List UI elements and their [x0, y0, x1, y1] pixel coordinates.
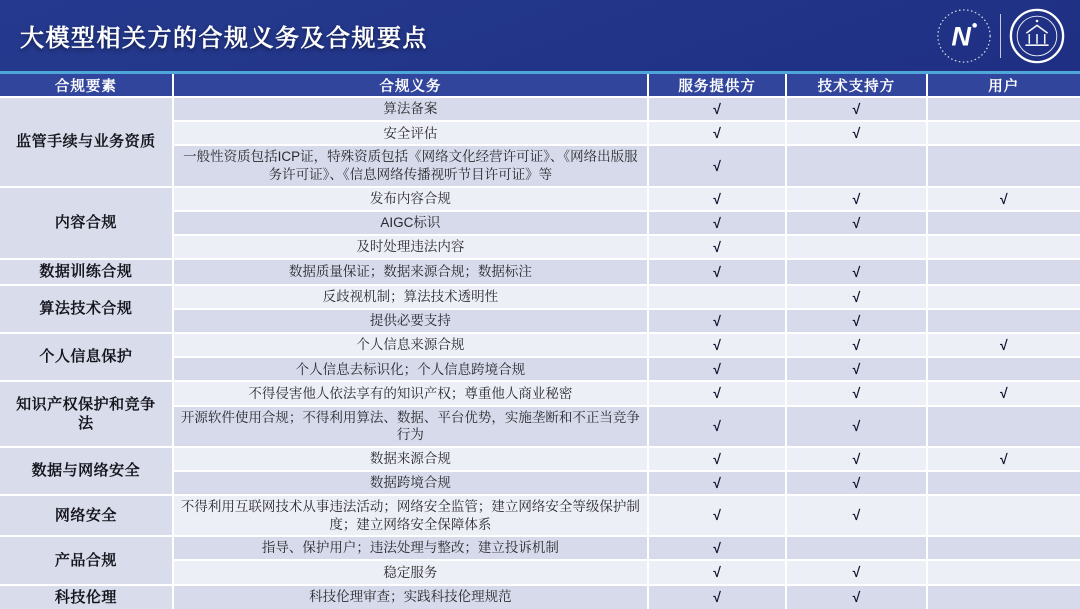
empty-cell-provider — [648, 285, 786, 309]
table-row — [0, 333, 1080, 357]
check-mark-tech: √ — [786, 333, 926, 357]
compliance-element-cell: 内容合规 — [0, 187, 173, 260]
compliance-element-cell: 监管手续与业务资质 — [0, 97, 173, 186]
logo-group — [935, 7, 1066, 65]
obligation-cell: 算法备案 — [173, 97, 648, 121]
check-mark-provider: √ — [648, 560, 786, 584]
check-mark-tech: √ — [786, 406, 926, 447]
ai-alliance-logo-icon — [935, 7, 993, 65]
compliance-element-cell: 数据与网络安全 — [0, 447, 173, 495]
check-mark-provider: √ — [648, 211, 786, 235]
top-bar — [0, 0, 1080, 71]
obligation-cell: 发布内容合规 — [173, 187, 648, 211]
check-mark-provider: √ — [648, 97, 786, 121]
check-mark-user: √ — [927, 187, 1080, 211]
header-row — [0, 74, 1080, 97]
obligation-cell: 安全评估 — [173, 121, 648, 145]
table-row — [0, 97, 1080, 121]
empty-cell-user — [927, 357, 1080, 381]
empty-cell-tech — [786, 145, 926, 186]
check-mark-tech: √ — [786, 471, 926, 495]
check-mark-tech: √ — [786, 97, 926, 121]
check-mark-provider: √ — [648, 121, 786, 145]
compliance-table — [0, 74, 1080, 609]
check-mark-provider: √ — [648, 309, 786, 333]
check-mark-provider: √ — [648, 536, 786, 560]
university-seal-logo-icon — [1008, 7, 1066, 65]
check-mark-tech: √ — [786, 357, 926, 381]
obligation-cell: 稳定服务 — [173, 560, 648, 584]
check-mark-tech: √ — [786, 259, 926, 285]
obligation-cell: 提供必要支持 — [173, 309, 648, 333]
check-mark-provider: √ — [648, 187, 786, 211]
empty-cell-user — [927, 471, 1080, 495]
check-mark-tech: √ — [786, 381, 926, 405]
obligation-cell: 指导、保护用户；违法处理与整改；建立投诉机制 — [173, 536, 648, 560]
table-row — [0, 259, 1080, 285]
table-header — [0, 74, 1080, 97]
obligation-cell: 个人信息来源合规 — [173, 333, 648, 357]
obligation-cell: AIGC标识 — [173, 211, 648, 235]
empty-cell-user — [927, 406, 1080, 447]
check-mark-provider: √ — [648, 259, 786, 285]
check-mark-provider: √ — [648, 381, 786, 405]
obligation-cell: 一般性资质包括ICP证，特殊资质包括《网络文化经营许可证》、《网络出版服务许可证》、《信息网络传播视听节目许可证》等 — [173, 145, 648, 186]
check-mark-tech: √ — [786, 211, 926, 235]
check-mark-tech: √ — [786, 560, 926, 584]
compliance-element-cell: 知识产权保护和竞争法 — [0, 381, 173, 446]
logo-divider — [1000, 14, 1001, 58]
table-body — [0, 97, 1080, 609]
obligation-cell: 不得侵害他人依法享有的知识产权；尊重他人商业秘密 — [173, 381, 648, 405]
empty-cell-user — [927, 121, 1080, 145]
obligation-cell: 个人信息去标识化；个人信息跨境合规 — [173, 357, 648, 381]
check-mark-tech: √ — [786, 447, 926, 471]
table-row — [0, 381, 1080, 405]
compliance-element-cell: 产品合规 — [0, 536, 173, 584]
check-mark-provider: √ — [648, 471, 786, 495]
compliance-element-cell: 算法技术合规 — [0, 285, 173, 333]
column-header-provider: 服务提供方 — [648, 74, 786, 97]
empty-cell-user — [927, 211, 1080, 235]
check-mark-provider: √ — [648, 145, 786, 186]
obligation-cell: 科技伦理审查；实践科技伦理规范 — [173, 585, 648, 609]
obligation-cell: 数据质量保证；数据来源合规；数据标注 — [173, 259, 648, 285]
empty-cell-user — [927, 495, 1080, 536]
check-mark-provider: √ — [648, 333, 786, 357]
column-header-tech: 技术支持方 — [786, 74, 926, 97]
check-mark-user: √ — [927, 333, 1080, 357]
table-row — [0, 285, 1080, 309]
column-header-element: 合规要素 — [0, 74, 173, 97]
check-mark-provider: √ — [648, 235, 786, 259]
obligation-cell: 反歧视机制；算法技术透明性 — [173, 285, 648, 309]
check-mark-provider: √ — [648, 585, 786, 609]
obligation-cell: 开源软件使用合规；不得利用算法、数据、平台优势，实施垄断和不正当竞争行为 — [173, 406, 648, 447]
check-mark-provider: √ — [648, 495, 786, 536]
svg-text:N: N — [951, 21, 971, 52]
table-row — [0, 585, 1080, 609]
check-mark-provider: √ — [648, 406, 786, 447]
compliance-element-cell: 数据训练合规 — [0, 259, 173, 285]
table-row — [0, 495, 1080, 536]
check-mark-user: √ — [927, 447, 1080, 471]
compliance-element-cell: 个人信息保护 — [0, 333, 173, 381]
column-header-user: 用户 — [927, 74, 1080, 97]
compliance-element-cell: 科技伦理 — [0, 585, 173, 609]
empty-cell-user — [927, 259, 1080, 285]
empty-cell-user — [927, 97, 1080, 121]
check-mark-user: √ — [927, 381, 1080, 405]
table-row — [0, 536, 1080, 560]
check-mark-tech: √ — [786, 495, 926, 536]
obligation-cell: 不得利用互联网技术从事违法活动；网络安全监管；建立网络安全等级保护制度；建立网络安全保障体系 — [173, 495, 648, 536]
compliance-element-cell: 网络安全 — [0, 495, 173, 536]
check-mark-tech: √ — [786, 285, 926, 309]
empty-cell-user — [927, 585, 1080, 609]
obligation-cell: 数据来源合规 — [173, 447, 648, 471]
check-mark-provider: √ — [648, 357, 786, 381]
empty-cell-tech — [786, 235, 926, 259]
obligation-cell: 数据跨境合规 — [173, 471, 648, 495]
table-row — [0, 447, 1080, 471]
check-mark-provider: √ — [648, 447, 786, 471]
empty-cell-user — [927, 285, 1080, 309]
check-mark-tech: √ — [786, 585, 926, 609]
empty-cell-user — [927, 560, 1080, 584]
check-mark-tech: √ — [786, 309, 926, 333]
check-mark-tech: √ — [786, 187, 926, 211]
empty-cell-user — [927, 145, 1080, 186]
table-row — [0, 187, 1080, 211]
page-title: 大模型相关方的合规义务及合规要点 — [20, 25, 428, 53]
check-mark-tech: √ — [786, 121, 926, 145]
column-header-obligation: 合规义务 — [173, 74, 648, 97]
empty-cell-user — [927, 235, 1080, 259]
empty-cell-user — [927, 309, 1080, 333]
empty-cell-user — [927, 536, 1080, 560]
empty-cell-tech — [786, 536, 926, 560]
obligation-cell: 及时处理违法内容 — [173, 235, 648, 259]
